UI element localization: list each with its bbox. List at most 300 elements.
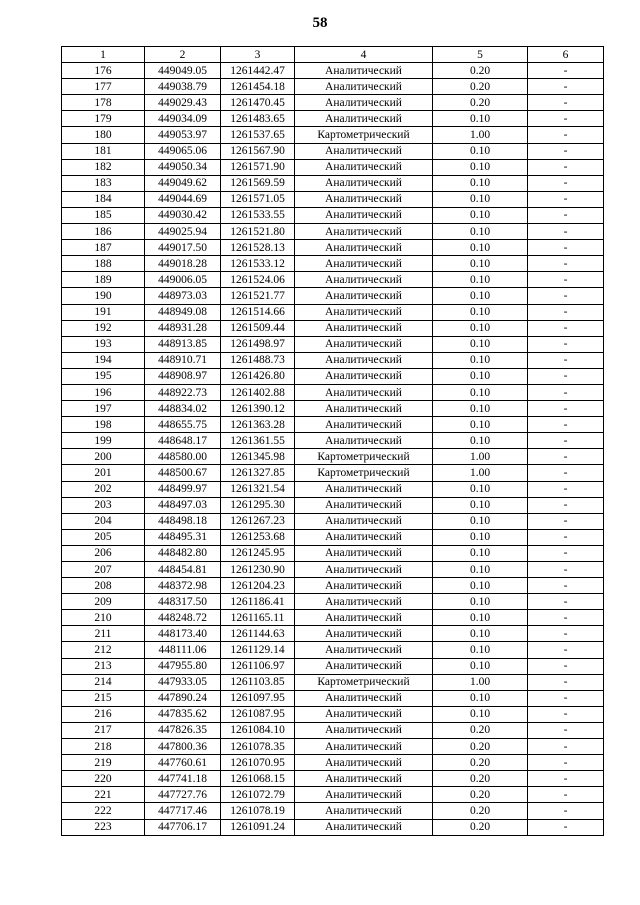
table-row bbox=[62, 79, 604, 95]
x-coordinate-cell: 449050.34 bbox=[145, 159, 221, 175]
accuracy-cell: 0.10 bbox=[433, 304, 528, 320]
table-row bbox=[62, 674, 604, 690]
table-row bbox=[62, 771, 604, 787]
note-cell: - bbox=[528, 433, 604, 449]
point-number-cell: 183 bbox=[62, 175, 145, 191]
note-cell: - bbox=[528, 755, 604, 771]
accuracy-cell: 0.20 bbox=[433, 739, 528, 755]
note-cell: - bbox=[528, 465, 604, 481]
point-number-cell: 177 bbox=[62, 79, 145, 95]
accuracy-cell: 0.20 bbox=[433, 722, 528, 738]
note-cell: - bbox=[528, 513, 604, 529]
table-row bbox=[62, 642, 604, 658]
x-coordinate-cell: 447741.18 bbox=[145, 771, 221, 787]
point-number-cell: 215 bbox=[62, 690, 145, 706]
note-cell: - bbox=[528, 127, 604, 143]
method-cell: Аналитический bbox=[295, 626, 433, 642]
x-coordinate-cell: 447835.62 bbox=[145, 706, 221, 722]
note-cell: - bbox=[528, 610, 604, 626]
y-coordinate-cell: 1261509.44 bbox=[221, 320, 295, 336]
note-cell: - bbox=[528, 497, 604, 513]
note-cell: - bbox=[528, 449, 604, 465]
point-number-cell: 214 bbox=[62, 674, 145, 690]
method-cell: Аналитический bbox=[295, 545, 433, 561]
table-row bbox=[62, 63, 604, 79]
accuracy-cell: 0.10 bbox=[433, 401, 528, 417]
y-coordinate-cell: 1261571.90 bbox=[221, 159, 295, 175]
table-body bbox=[62, 63, 604, 836]
point-number-cell: 200 bbox=[62, 449, 145, 465]
x-coordinate-cell: 447955.80 bbox=[145, 658, 221, 674]
x-coordinate-cell: 447717.46 bbox=[145, 803, 221, 819]
note-cell: - bbox=[528, 529, 604, 545]
method-cell: Картометрический bbox=[295, 465, 433, 481]
y-coordinate-cell: 1261363.28 bbox=[221, 417, 295, 433]
point-number-cell: 176 bbox=[62, 63, 145, 79]
method-cell: Аналитический bbox=[295, 417, 433, 433]
x-coordinate-cell: 448973.03 bbox=[145, 288, 221, 304]
point-number-cell: 211 bbox=[62, 626, 145, 642]
accuracy-cell: 1.00 bbox=[433, 127, 528, 143]
note-cell: - bbox=[528, 95, 604, 111]
method-cell: Аналитический bbox=[295, 771, 433, 787]
y-coordinate-cell: 1261068.15 bbox=[221, 771, 295, 787]
table-row bbox=[62, 433, 604, 449]
y-coordinate-cell: 1261097.95 bbox=[221, 690, 295, 706]
method-cell: Аналитический bbox=[295, 63, 433, 79]
table-row bbox=[62, 304, 604, 320]
method-cell: Аналитический bbox=[295, 111, 433, 127]
x-coordinate-cell: 448499.97 bbox=[145, 481, 221, 497]
accuracy-cell: 0.10 bbox=[433, 706, 528, 722]
method-cell: Аналитический bbox=[295, 401, 433, 417]
table-row bbox=[62, 755, 604, 771]
accuracy-cell: 0.10 bbox=[433, 433, 528, 449]
table-row bbox=[62, 658, 604, 674]
note-cell: - bbox=[528, 706, 604, 722]
x-coordinate-cell: 448922.73 bbox=[145, 384, 221, 400]
table-row bbox=[62, 626, 604, 642]
method-cell: Аналитический bbox=[295, 79, 433, 95]
point-number-cell: 201 bbox=[62, 465, 145, 481]
method-cell: Аналитический bbox=[295, 320, 433, 336]
accuracy-cell: 0.10 bbox=[433, 240, 528, 256]
note-cell: - bbox=[528, 159, 604, 175]
point-number-cell: 210 bbox=[62, 610, 145, 626]
table-row bbox=[62, 191, 604, 207]
note-cell: - bbox=[528, 111, 604, 127]
table-row bbox=[62, 513, 604, 529]
y-coordinate-cell: 1261103.85 bbox=[221, 674, 295, 690]
accuracy-cell: 1.00 bbox=[433, 674, 528, 690]
y-coordinate-cell: 1261528.13 bbox=[221, 240, 295, 256]
accuracy-cell: 0.10 bbox=[433, 288, 528, 304]
y-coordinate-cell: 1261078.19 bbox=[221, 803, 295, 819]
x-coordinate-cell: 448482.80 bbox=[145, 545, 221, 561]
table-row bbox=[62, 722, 604, 738]
table-row bbox=[62, 417, 604, 433]
accuracy-cell: 0.20 bbox=[433, 819, 528, 835]
method-cell: Аналитический bbox=[295, 755, 433, 771]
point-number-cell: 178 bbox=[62, 95, 145, 111]
point-number-cell: 184 bbox=[62, 191, 145, 207]
note-cell: - bbox=[528, 368, 604, 384]
method-cell: Аналитический bbox=[295, 658, 433, 674]
note-cell: - bbox=[528, 545, 604, 561]
accuracy-cell: 0.10 bbox=[433, 690, 528, 706]
point-number-cell: 204 bbox=[62, 513, 145, 529]
note-cell: - bbox=[528, 722, 604, 738]
table-row bbox=[62, 578, 604, 594]
table-row bbox=[62, 819, 604, 835]
x-coordinate-cell: 448248.72 bbox=[145, 610, 221, 626]
x-coordinate-cell: 449065.06 bbox=[145, 143, 221, 159]
method-cell: Аналитический bbox=[295, 497, 433, 513]
x-coordinate-cell: 449044.69 bbox=[145, 191, 221, 207]
x-coordinate-cell: 447826.35 bbox=[145, 722, 221, 738]
y-coordinate-cell: 1261295.30 bbox=[221, 497, 295, 513]
x-coordinate-cell: 449025.94 bbox=[145, 224, 221, 240]
y-coordinate-cell: 1261402.88 bbox=[221, 384, 295, 400]
note-cell: - bbox=[528, 207, 604, 223]
y-coordinate-cell: 1261569.59 bbox=[221, 175, 295, 191]
y-coordinate-cell: 1261470.45 bbox=[221, 95, 295, 111]
accuracy-cell: 0.10 bbox=[433, 562, 528, 578]
point-number-cell: 198 bbox=[62, 417, 145, 433]
y-coordinate-cell: 1261524.06 bbox=[221, 272, 295, 288]
y-coordinate-cell: 1261498.97 bbox=[221, 336, 295, 352]
x-coordinate-cell: 448173.40 bbox=[145, 626, 221, 642]
x-coordinate-cell: 447933.05 bbox=[145, 674, 221, 690]
y-coordinate-cell: 1261533.55 bbox=[221, 207, 295, 223]
table-row bbox=[62, 545, 604, 561]
accuracy-cell: 0.10 bbox=[433, 352, 528, 368]
table-row bbox=[62, 368, 604, 384]
method-cell: Картометрический bbox=[295, 449, 433, 465]
note-cell: - bbox=[528, 352, 604, 368]
point-number-cell: 216 bbox=[62, 706, 145, 722]
method-cell: Аналитический bbox=[295, 690, 433, 706]
x-coordinate-cell: 448317.50 bbox=[145, 594, 221, 610]
x-coordinate-cell: 449030.42 bbox=[145, 207, 221, 223]
table-row bbox=[62, 224, 604, 240]
table-row bbox=[62, 787, 604, 803]
table-row bbox=[62, 95, 604, 111]
x-coordinate-cell: 448498.18 bbox=[145, 513, 221, 529]
note-cell: - bbox=[528, 288, 604, 304]
x-coordinate-cell: 447706.17 bbox=[145, 819, 221, 835]
x-coordinate-cell: 447727.76 bbox=[145, 787, 221, 803]
accuracy-cell: 0.10 bbox=[433, 417, 528, 433]
y-coordinate-cell: 1261454.18 bbox=[221, 79, 295, 95]
point-number-cell: 213 bbox=[62, 658, 145, 674]
method-cell: Аналитический bbox=[295, 739, 433, 755]
column-header: 1 bbox=[62, 47, 145, 63]
method-cell: Аналитический bbox=[295, 256, 433, 272]
coordinates-table bbox=[61, 46, 604, 836]
note-cell: - bbox=[528, 803, 604, 819]
table-row bbox=[62, 320, 604, 336]
accuracy-cell: 0.10 bbox=[433, 658, 528, 674]
point-number-cell: 220 bbox=[62, 771, 145, 787]
accuracy-cell: 1.00 bbox=[433, 465, 528, 481]
note-cell: - bbox=[528, 594, 604, 610]
method-cell: Аналитический bbox=[295, 787, 433, 803]
accuracy-cell: 1.00 bbox=[433, 449, 528, 465]
point-number-cell: 203 bbox=[62, 497, 145, 513]
method-cell: Аналитический bbox=[295, 336, 433, 352]
method-cell: Аналитический bbox=[295, 513, 433, 529]
y-coordinate-cell: 1261078.35 bbox=[221, 739, 295, 755]
column-header: 4 bbox=[295, 47, 433, 63]
x-coordinate-cell: 449038.79 bbox=[145, 79, 221, 95]
accuracy-cell: 0.10 bbox=[433, 529, 528, 545]
method-cell: Аналитический bbox=[295, 224, 433, 240]
x-coordinate-cell: 448908.97 bbox=[145, 368, 221, 384]
table-row bbox=[62, 594, 604, 610]
note-cell: - bbox=[528, 562, 604, 578]
x-coordinate-cell: 448949.08 bbox=[145, 304, 221, 320]
note-cell: - bbox=[528, 626, 604, 642]
y-coordinate-cell: 1261488.73 bbox=[221, 352, 295, 368]
point-number-cell: 188 bbox=[62, 256, 145, 272]
y-coordinate-cell: 1261106.97 bbox=[221, 658, 295, 674]
point-number-cell: 195 bbox=[62, 368, 145, 384]
table-row bbox=[62, 143, 604, 159]
accuracy-cell: 0.10 bbox=[433, 191, 528, 207]
note-cell: - bbox=[528, 674, 604, 690]
point-number-cell: 185 bbox=[62, 207, 145, 223]
method-cell: Аналитический bbox=[295, 433, 433, 449]
accuracy-cell: 0.10 bbox=[433, 336, 528, 352]
method-cell: Аналитический bbox=[295, 706, 433, 722]
y-coordinate-cell: 1261537.65 bbox=[221, 127, 295, 143]
x-coordinate-cell: 448495.31 bbox=[145, 529, 221, 545]
table-row bbox=[62, 352, 604, 368]
accuracy-cell: 0.10 bbox=[433, 111, 528, 127]
point-number-cell: 196 bbox=[62, 384, 145, 400]
note-cell: - bbox=[528, 771, 604, 787]
y-coordinate-cell: 1261230.90 bbox=[221, 562, 295, 578]
point-number-cell: 207 bbox=[62, 562, 145, 578]
point-number-cell: 218 bbox=[62, 739, 145, 755]
accuracy-cell: 0.10 bbox=[433, 578, 528, 594]
note-cell: - bbox=[528, 481, 604, 497]
accuracy-cell: 0.10 bbox=[433, 368, 528, 384]
method-cell: Аналитический bbox=[295, 288, 433, 304]
point-number-cell: 179 bbox=[62, 111, 145, 127]
point-number-cell: 191 bbox=[62, 304, 145, 320]
accuracy-cell: 0.20 bbox=[433, 771, 528, 787]
x-coordinate-cell: 449018.28 bbox=[145, 256, 221, 272]
method-cell: Аналитический bbox=[295, 562, 433, 578]
point-number-cell: 197 bbox=[62, 401, 145, 417]
point-number-cell: 209 bbox=[62, 594, 145, 610]
y-coordinate-cell: 1261253.68 bbox=[221, 529, 295, 545]
accuracy-cell: 0.20 bbox=[433, 63, 528, 79]
table-row bbox=[62, 401, 604, 417]
method-cell: Аналитический bbox=[295, 304, 433, 320]
accuracy-cell: 0.20 bbox=[433, 755, 528, 771]
point-number-cell: 205 bbox=[62, 529, 145, 545]
accuracy-cell: 0.10 bbox=[433, 143, 528, 159]
method-cell: Аналитический bbox=[295, 159, 433, 175]
table-row bbox=[62, 497, 604, 513]
point-number-cell: 192 bbox=[62, 320, 145, 336]
y-coordinate-cell: 1261129.14 bbox=[221, 642, 295, 658]
note-cell: - bbox=[528, 417, 604, 433]
method-cell: Аналитический bbox=[295, 594, 433, 610]
point-number-cell: 194 bbox=[62, 352, 145, 368]
table-row bbox=[62, 207, 604, 223]
column-header: 3 bbox=[221, 47, 295, 63]
x-coordinate-cell: 447890.24 bbox=[145, 690, 221, 706]
table-row bbox=[62, 706, 604, 722]
note-cell: - bbox=[528, 658, 604, 674]
note-cell: - bbox=[528, 320, 604, 336]
y-coordinate-cell: 1261165.11 bbox=[221, 610, 295, 626]
table-row bbox=[62, 739, 604, 755]
method-cell: Аналитический bbox=[295, 384, 433, 400]
accuracy-cell: 0.10 bbox=[433, 497, 528, 513]
method-cell: Аналитический bbox=[295, 803, 433, 819]
point-number-cell: 182 bbox=[62, 159, 145, 175]
table-row bbox=[62, 272, 604, 288]
note-cell: - bbox=[528, 384, 604, 400]
note-cell: - bbox=[528, 819, 604, 835]
y-coordinate-cell: 1261204.23 bbox=[221, 578, 295, 594]
method-cell: Аналитический bbox=[295, 722, 433, 738]
note-cell: - bbox=[528, 79, 604, 95]
note-cell: - bbox=[528, 256, 604, 272]
table-row bbox=[62, 610, 604, 626]
method-cell: Аналитический bbox=[295, 143, 433, 159]
note-cell: - bbox=[528, 336, 604, 352]
note-cell: - bbox=[528, 787, 604, 803]
method-cell: Аналитический bbox=[295, 529, 433, 545]
point-number-cell: 199 bbox=[62, 433, 145, 449]
accuracy-cell: 0.10 bbox=[433, 642, 528, 658]
x-coordinate-cell: 449049.05 bbox=[145, 63, 221, 79]
column-header: 5 bbox=[433, 47, 528, 63]
method-cell: Картометрический bbox=[295, 674, 433, 690]
column-header: 2 bbox=[145, 47, 221, 63]
x-coordinate-cell: 448931.28 bbox=[145, 320, 221, 336]
table-row bbox=[62, 336, 604, 352]
table-row bbox=[62, 465, 604, 481]
method-cell: Аналитический bbox=[295, 191, 433, 207]
note-cell: - bbox=[528, 191, 604, 207]
column-header: 6 bbox=[528, 47, 604, 63]
method-cell: Аналитический bbox=[295, 642, 433, 658]
point-number-cell: 190 bbox=[62, 288, 145, 304]
y-coordinate-cell: 1261084.10 bbox=[221, 722, 295, 738]
x-coordinate-cell: 447760.61 bbox=[145, 755, 221, 771]
y-coordinate-cell: 1261070.95 bbox=[221, 755, 295, 771]
table-row bbox=[62, 288, 604, 304]
point-number-cell: 217 bbox=[62, 722, 145, 738]
table-row bbox=[62, 127, 604, 143]
point-number-cell: 208 bbox=[62, 578, 145, 594]
point-number-cell: 223 bbox=[62, 819, 145, 835]
accuracy-cell: 0.10 bbox=[433, 272, 528, 288]
y-coordinate-cell: 1261521.77 bbox=[221, 288, 295, 304]
note-cell: - bbox=[528, 143, 604, 159]
y-coordinate-cell: 1261567.90 bbox=[221, 143, 295, 159]
x-coordinate-cell: 449017.50 bbox=[145, 240, 221, 256]
point-number-cell: 221 bbox=[62, 787, 145, 803]
method-cell: Аналитический bbox=[295, 368, 433, 384]
x-coordinate-cell: 448580.00 bbox=[145, 449, 221, 465]
y-coordinate-cell: 1261571.05 bbox=[221, 191, 295, 207]
y-coordinate-cell: 1261442.47 bbox=[221, 63, 295, 79]
table-row bbox=[62, 256, 604, 272]
method-cell: Аналитический bbox=[295, 207, 433, 223]
accuracy-cell: 0.10 bbox=[433, 320, 528, 336]
table-row bbox=[62, 240, 604, 256]
y-coordinate-cell: 1261245.95 bbox=[221, 545, 295, 561]
note-cell: - bbox=[528, 240, 604, 256]
x-coordinate-cell: 448454.81 bbox=[145, 562, 221, 578]
x-coordinate-cell: 449053.97 bbox=[145, 127, 221, 143]
table-row bbox=[62, 159, 604, 175]
table-row bbox=[62, 481, 604, 497]
accuracy-cell: 0.10 bbox=[433, 594, 528, 610]
y-coordinate-cell: 1261321.54 bbox=[221, 481, 295, 497]
y-coordinate-cell: 1261533.12 bbox=[221, 256, 295, 272]
y-coordinate-cell: 1261426.80 bbox=[221, 368, 295, 384]
accuracy-cell: 0.10 bbox=[433, 545, 528, 561]
x-coordinate-cell: 448648.17 bbox=[145, 433, 221, 449]
method-cell: Аналитический bbox=[295, 95, 433, 111]
x-coordinate-cell: 448655.75 bbox=[145, 417, 221, 433]
point-number-cell: 181 bbox=[62, 143, 145, 159]
method-cell: Аналитический bbox=[295, 175, 433, 191]
table-header-row bbox=[62, 47, 604, 63]
x-coordinate-cell: 447800.36 bbox=[145, 739, 221, 755]
point-number-cell: 193 bbox=[62, 336, 145, 352]
y-coordinate-cell: 1261186.41 bbox=[221, 594, 295, 610]
table-row bbox=[62, 449, 604, 465]
note-cell: - bbox=[528, 175, 604, 191]
method-cell: Аналитический bbox=[295, 272, 433, 288]
x-coordinate-cell: 448372.98 bbox=[145, 578, 221, 594]
method-cell: Аналитический bbox=[295, 481, 433, 497]
accuracy-cell: 0.10 bbox=[433, 626, 528, 642]
y-coordinate-cell: 1261072.79 bbox=[221, 787, 295, 803]
y-coordinate-cell: 1261087.95 bbox=[221, 706, 295, 722]
y-coordinate-cell: 1261144.63 bbox=[221, 626, 295, 642]
y-coordinate-cell: 1261483.65 bbox=[221, 111, 295, 127]
x-coordinate-cell: 448500.67 bbox=[145, 465, 221, 481]
point-number-cell: 206 bbox=[62, 545, 145, 561]
accuracy-cell: 0.20 bbox=[433, 803, 528, 819]
note-cell: - bbox=[528, 578, 604, 594]
method-cell: Аналитический bbox=[295, 610, 433, 626]
table-row bbox=[62, 111, 604, 127]
accuracy-cell: 0.10 bbox=[433, 175, 528, 191]
accuracy-cell: 0.20 bbox=[433, 787, 528, 803]
point-number-cell: 222 bbox=[62, 803, 145, 819]
note-cell: - bbox=[528, 690, 604, 706]
point-number-cell: 186 bbox=[62, 224, 145, 240]
method-cell: Картометрический bbox=[295, 127, 433, 143]
y-coordinate-cell: 1261267.23 bbox=[221, 513, 295, 529]
accuracy-cell: 0.10 bbox=[433, 481, 528, 497]
point-number-cell: 212 bbox=[62, 642, 145, 658]
x-coordinate-cell: 448910.71 bbox=[145, 352, 221, 368]
point-number-cell: 189 bbox=[62, 272, 145, 288]
